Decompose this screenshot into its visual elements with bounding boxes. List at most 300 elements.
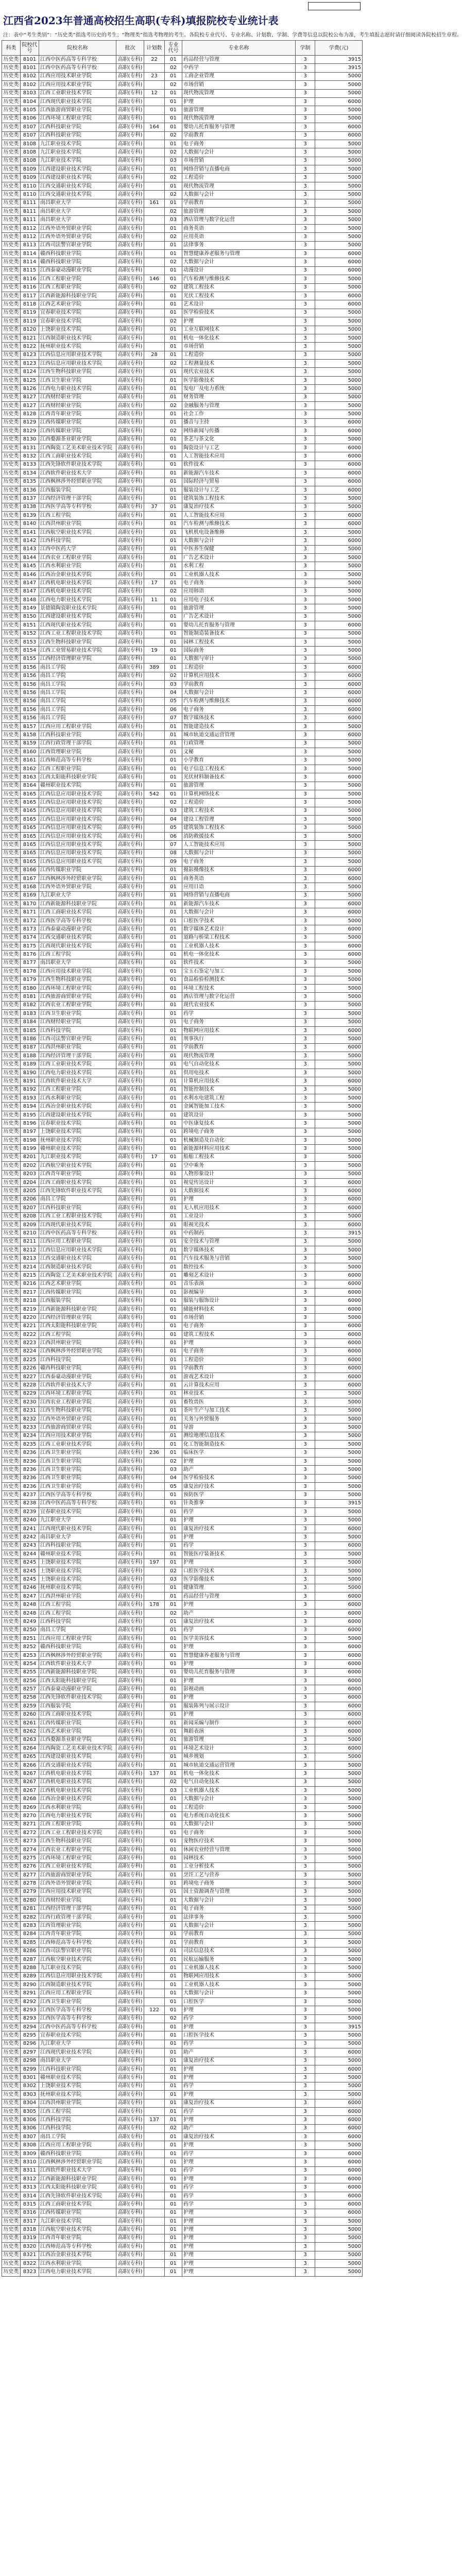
cell-school-code: 8262: [21, 1727, 39, 1736]
cell-batch: 高职(专科): [116, 1010, 144, 1018]
cell-major-code: 01: [165, 435, 182, 444]
cell-school-code: 8272: [21, 1829, 39, 1837]
cell-school-name: 江西先锋软件职业技术学院: [39, 2192, 116, 2200]
cell-school-code: 8102: [21, 81, 39, 89]
table-row: [2, 351, 363, 359]
cell-major-name: 人工智能技术应用: [182, 512, 296, 520]
cell-school-name: 江西应用技术职业学院: [39, 81, 116, 89]
cell-batch: 高职(专科): [116, 528, 144, 536]
cell-batch: 高职(专科): [116, 2217, 144, 2226]
cell-category: 历史类: [2, 1930, 21, 1938]
cell-major-name: 行政管理: [182, 739, 296, 748]
cell-school-name: 江西现代职业技术学院: [39, 97, 116, 106]
cell-batch: 高职(专科): [116, 1879, 144, 1888]
cell-plan-count: [144, 495, 165, 503]
cell-school-code: 8112: [21, 233, 39, 241]
cell-school-code: 8275: [21, 1854, 39, 1862]
cell-category: 历史类: [2, 1339, 21, 1347]
cell-plan-count: [144, 452, 165, 461]
cell-school-name: 九江职业大学: [39, 1516, 116, 1524]
cell-major-name: 计算机网络技术: [182, 790, 296, 798]
cell-school-name: 江西电力职业技术学院: [39, 1069, 116, 1077]
cell-tuition: 6000: [315, 266, 363, 275]
cell-duration: 3: [296, 1314, 315, 1322]
cell-duration: 3: [296, 858, 315, 866]
cell-plan-count: [144, 528, 165, 536]
cell-tuition: 6000: [315, 292, 363, 300]
cell-school-code: 8232: [21, 1415, 39, 1423]
cell-school-code: 8194: [21, 1103, 39, 1111]
cell-category: 历史类: [2, 1035, 21, 1043]
cell-tuition: 5000: [315, 1491, 363, 1499]
table-row: [2, 1297, 363, 1305]
cell-batch: 高职(专科): [116, 2057, 144, 2065]
cell-category: 历史类: [2, 1432, 21, 1440]
cell-major-name: 宝玉石鉴定与加工: [182, 968, 296, 976]
cell-school-code: 8323: [21, 2268, 39, 2276]
cell-school-code: 8285: [21, 1939, 39, 1947]
cell-tuition: 3915: [315, 2023, 363, 2031]
cell-plan-count: [144, 233, 165, 241]
cell-plan-count: [144, 782, 165, 790]
cell-duration: 3: [296, 1280, 315, 1288]
cell-major-code: 01: [165, 1837, 182, 1845]
cell-plan-count: [144, 1947, 165, 1955]
cell-major-name: 医学检验技术: [182, 309, 296, 317]
cell-tuition: 6000: [315, 1043, 363, 1052]
cell-duration: 3: [296, 444, 315, 452]
cell-school-code: 8245: [21, 1575, 39, 1584]
table-row: [2, 1043, 363, 1052]
cell-school-code: 8136: [21, 486, 39, 494]
cell-category: 历史类: [2, 317, 21, 326]
cell-duration: 3: [296, 680, 315, 688]
cell-major-name: 影视编导: [182, 1289, 296, 1297]
cell-duration: 3: [296, 2166, 315, 2175]
cell-major-name: 建筑装饰工程技术: [182, 824, 296, 832]
cell-major-name: 舞蹈表演: [182, 1727, 296, 1736]
data-table: [2, 40, 363, 2277]
cell-major-code: 01: [165, 731, 182, 739]
cell-category: 历史类: [2, 1862, 21, 1871]
cell-school-code: 8173: [21, 925, 39, 934]
cell-duration: 3: [296, 2259, 315, 2267]
cell-school-name: 江西科技职业学院: [39, 1204, 116, 1212]
cell-batch: 高职(专科): [116, 351, 144, 359]
cell-major-code: 04: [165, 816, 182, 824]
cell-batch: 高职(专科): [116, 2031, 144, 2040]
cell-duration: 3: [296, 739, 315, 748]
cell-school-name: 江西农业工程职业学院: [39, 554, 116, 562]
cell-school-code: 8182: [21, 1001, 39, 1009]
cell-school-code: 8156: [21, 714, 39, 722]
cell-major-code: 01: [165, 97, 182, 106]
cell-major-code: 01: [165, 1888, 182, 1896]
cell-batch: 高职(专科): [116, 1035, 144, 1043]
table-row: [2, 587, 363, 596]
cell-tuition: 5000: [315, 562, 363, 570]
cell-plan-count: [144, 1685, 165, 1693]
cell-category: 历史类: [2, 486, 21, 494]
cell-major-code: 01: [165, 469, 182, 478]
cell-tuition: 5000: [315, 1888, 363, 1896]
cell-school-code: 8236: [21, 1449, 39, 1457]
cell-duration: 3: [296, 1744, 315, 1753]
cell-major-name: 跨境电子商务: [182, 1128, 296, 1136]
cell-tuition: 5000: [315, 157, 363, 165]
cell-duration: 3: [296, 1964, 315, 1972]
cell-batch: 高职(专科): [116, 968, 144, 976]
cell-batch: 高职(专科): [116, 1930, 144, 1938]
cell-school-name: 江西中医药高等专科学校: [39, 1499, 116, 1507]
cell-plan-count: [144, 385, 165, 393]
cell-major-code: 01: [165, 925, 182, 934]
cell-category: 历史类: [2, 900, 21, 908]
cell-school-code: 8204: [21, 1178, 39, 1187]
cell-major-code: 02: [165, 81, 182, 89]
cell-major-name: 发电厂及电力系统: [182, 385, 296, 393]
cell-school-code: 8267: [21, 1787, 39, 1795]
cell-tuition: 5000: [315, 587, 363, 596]
cell-school-code: 8302: [21, 2082, 39, 2090]
cell-batch: 高职(专科): [116, 520, 144, 528]
cell-major-code: 01: [165, 900, 182, 908]
cell-duration: 3: [296, 1896, 315, 1905]
cell-major-code: 01: [165, 1550, 182, 1558]
cell-major-code: 01: [165, 2074, 182, 2082]
cell-duration: 3: [296, 148, 315, 157]
cell-tuition: 5000: [315, 655, 363, 663]
cell-major-name: 大数据与会计: [182, 689, 296, 697]
cell-plan-count: [144, 714, 165, 722]
table-row: [2, 2209, 363, 2217]
table-row: [2, 2158, 363, 2166]
cell-plan-count: [144, 934, 165, 942]
table-row: [2, 2040, 363, 2048]
cell-major-code: 01: [165, 478, 182, 486]
cell-major-name: 护理: [182, 2065, 296, 2073]
cell-tuition: 5000: [315, 841, 363, 849]
cell-batch: 高职(专科): [116, 410, 144, 418]
table-row: [2, 1466, 363, 1474]
cell-duration: 3: [296, 1330, 315, 1338]
cell-major-name: 飞机机电设备维修: [182, 528, 296, 536]
cell-plan-count: [144, 1609, 165, 1617]
cell-tuition: 5000: [315, 545, 363, 553]
cell-batch: 高职(专科): [116, 452, 144, 461]
cell-batch: 高职(专科): [116, 1913, 144, 1921]
table-row: [2, 114, 363, 123]
cell-duration: 3: [296, 613, 315, 621]
cell-school-code: 8316: [21, 2209, 39, 2217]
cell-duration: 3: [296, 418, 315, 427]
cell-major-code: 01: [165, 604, 182, 613]
cell-duration: 3: [296, 1086, 315, 1094]
cell-tuition: 5000: [315, 283, 363, 292]
cell-category: 历史类: [2, 106, 21, 114]
cell-plan-count: [144, 486, 165, 494]
cell-plan-count: [144, 1356, 165, 1364]
cell-category: 历史类: [2, 1204, 21, 1212]
cell-duration: 3: [296, 1440, 315, 1449]
cell-major-name: 关务与外贸服务: [182, 1415, 296, 1423]
cell-plan-count: [144, 1727, 165, 1736]
cell-duration: 3: [296, 1381, 315, 1389]
cell-school-name: 江西卫生职业学院: [39, 1010, 116, 1018]
cell-major-name: 园林技术: [182, 1854, 296, 1862]
cell-school-code: 8116: [21, 275, 39, 283]
cell-plan-count: [144, 1871, 165, 1879]
table-row: [2, 672, 363, 680]
cell-school-name: 江西太阳能科技职业学院: [39, 1677, 116, 1685]
cell-plan-count: [144, 2107, 165, 2115]
cell-tuition: 6000: [315, 1524, 363, 1533]
cell-tuition: 5000: [315, 2217, 363, 2226]
cell-school-code: 8278: [21, 1879, 39, 1888]
cell-tuition: 6000: [315, 1660, 363, 1668]
cell-tuition: 6000: [315, 1744, 363, 1753]
table-row: [2, 942, 363, 951]
cell-school-name: 九江职业技术学院: [39, 1153, 116, 1161]
cell-duration: 3: [296, 1888, 315, 1896]
cell-batch: 高职(专科): [116, 131, 144, 140]
cell-school-name: 江西经济管理职业学院: [39, 655, 116, 663]
cell-tuition: 6000: [315, 1592, 363, 1601]
cell-batch: 高职(专科): [116, 1001, 144, 1009]
table-row: [2, 1162, 363, 1170]
cell-category: 历史类: [2, 1888, 21, 1896]
cell-batch: 高职(专科): [116, 317, 144, 326]
cell-plan-count: [144, 706, 165, 714]
cell-plan-count: [144, 1491, 165, 1499]
cell-category: 历史类: [2, 1364, 21, 1372]
cell-tuition: 5000: [315, 1137, 363, 1145]
cell-duration: 3: [296, 1466, 315, 1474]
cell-plan-count: [144, 1145, 165, 1153]
cell-category: 历史类: [2, 706, 21, 714]
cell-tuition: 5000: [315, 816, 363, 824]
cell-major-code: 03: [165, 680, 182, 688]
cell-major-code: 06: [165, 706, 182, 714]
cell-category: 历史类: [2, 64, 21, 72]
table-row: [2, 1389, 363, 1398]
cell-duration: 3: [296, 1719, 315, 1727]
cell-batch: 高职(专科): [116, 1702, 144, 1710]
cell-tuition: 5000: [315, 1170, 363, 1178]
cell-major-name: 康复治疗技术: [182, 2057, 296, 2065]
cell-category: 历史类: [2, 1550, 21, 1558]
cell-batch: 高职(专科): [116, 2099, 144, 2107]
cell-duration: 3: [296, 959, 315, 967]
cell-major-code: 01: [165, 2166, 182, 2175]
table-row: [2, 1702, 363, 1710]
cell-batch: 高职(专科): [116, 790, 144, 798]
cell-major-name: 城乡规划: [182, 1753, 296, 1761]
cell-duration: 3: [296, 1120, 315, 1128]
cell-duration: 3: [296, 1677, 315, 1685]
cell-school-code: 8295: [21, 2031, 39, 2040]
table-row: [2, 1693, 363, 1702]
cell-category: 历史类: [2, 2158, 21, 2166]
table-row: [2, 1533, 363, 1541]
table-row: [2, 1955, 363, 1963]
cell-batch: 高职(专科): [116, 1668, 144, 1676]
cell-duration: 3: [296, 512, 315, 520]
cell-tuition: 5000: [315, 1069, 363, 1077]
cell-major-code: 01: [165, 334, 182, 342]
cell-major-name: 工业机器人技术: [182, 570, 296, 579]
cell-plan-count: [144, 1178, 165, 1187]
cell-batch: 高职(专科): [116, 2175, 144, 2183]
cell-plan-count: [144, 216, 165, 224]
cell-category: 历史类: [2, 1702, 21, 1710]
cell-category: 历史类: [2, 1229, 21, 1238]
cell-category: 历史类: [2, 1111, 21, 1119]
cell-major-code: 01: [165, 570, 182, 579]
cell-batch: 高职(专科): [116, 427, 144, 435]
cell-school-name: 江西科技学院: [39, 1026, 116, 1035]
cell-tuition: 5000: [315, 393, 363, 401]
cell-school-name: 江西科技职业学院: [39, 123, 116, 131]
cell-category: 历史类: [2, 2149, 21, 2158]
cell-school-code: 8140: [21, 520, 39, 528]
cell-category: 历史类: [2, 1567, 21, 1575]
cell-major-code: 01: [165, 1727, 182, 1736]
table-row: [2, 664, 363, 672]
cell-major-name: 药学: [182, 1626, 296, 1634]
cell-category: 历史类: [2, 1812, 21, 1820]
cell-duration: 3: [296, 72, 315, 80]
cell-school-name: 江西应用工程职业学院: [39, 1635, 116, 1643]
cell-batch: 高职(专科): [116, 1955, 144, 1963]
cell-duration: 3: [296, 1026, 315, 1035]
cell-school-name: 江西软件职业技术大学: [39, 1077, 116, 1086]
cell-school-name: 抚州职业技术学院: [39, 343, 116, 351]
cell-category: 历史类: [2, 1719, 21, 1727]
cell-category: 历史类: [2, 731, 21, 739]
cell-major-code: 02: [165, 64, 182, 72]
cell-plan-count: [144, 1896, 165, 1905]
cell-school-name: 南昌职业大学: [39, 216, 116, 224]
cell-batch: 高职(专科): [116, 1845, 144, 1854]
cell-category: 历史类: [2, 545, 21, 553]
cell-tuition: 5000: [315, 1457, 363, 1465]
cell-duration: 3: [296, 1820, 315, 1828]
cell-tuition: 5000: [315, 1575, 363, 1584]
cell-category: 历史类: [2, 1964, 21, 1972]
table-row: [2, 1415, 363, 1423]
cell-duration: 3: [296, 528, 315, 536]
cell-category: 历史类: [2, 647, 21, 655]
cell-major-code: 01: [165, 655, 182, 663]
table-row: [2, 2183, 363, 2192]
cell-batch: 高职(专科): [116, 266, 144, 275]
table-row: [2, 1626, 363, 1634]
cell-tuition: 5000: [315, 1862, 363, 1871]
cell-major-code: 08: [165, 849, 182, 857]
cell-category: 历史类: [2, 942, 21, 951]
cell-school-code: 8246: [21, 1584, 39, 1592]
cell-school-code: 8206: [21, 1195, 39, 1204]
cell-major-name: 护理: [182, 317, 296, 326]
cell-category: 历史类: [2, 1609, 21, 1617]
table-row: [2, 461, 363, 469]
cell-plan-count: [144, 1635, 165, 1643]
cell-school-code: 8131: [21, 444, 39, 452]
cell-school-code: 8111: [21, 216, 39, 224]
cell-school-code: 8257: [21, 1685, 39, 1693]
cell-school-code: 8192: [21, 1086, 39, 1094]
cell-batch: 高职(专科): [116, 2209, 144, 2217]
table-row: [2, 2234, 363, 2242]
cell-batch: 高职(专科): [116, 1195, 144, 1204]
cell-batch: 高职(专科): [116, 1550, 144, 1558]
cell-duration: 3: [296, 351, 315, 359]
cell-school-name: 江西先锋软件职业技术学院: [39, 461, 116, 469]
table-row: [2, 520, 363, 528]
cell-plan-count: [144, 959, 165, 967]
cell-major-name: 电气自动化技术: [182, 1060, 296, 1069]
table-row: [2, 1339, 363, 1347]
cell-batch: 高职(专科): [116, 1896, 144, 1905]
cell-major-name: 光伏材料制备技术: [182, 773, 296, 782]
table-row: [2, 1263, 363, 1271]
cell-school-name: 江西交通职业技术学院: [39, 182, 116, 190]
cell-category: 历史类: [2, 1398, 21, 1406]
cell-major-name: 大数据与会计: [182, 908, 296, 917]
cell-major-code: 01: [165, 739, 182, 748]
cell-major-code: 02: [165, 402, 182, 410]
cell-major-name: 中药学: [182, 64, 296, 72]
cell-school-code: 8111: [21, 208, 39, 216]
cell-category: 历史类: [2, 1618, 21, 1626]
table-row: [2, 1939, 363, 1947]
table-row: [2, 765, 363, 773]
cell-tuition: 5000: [315, 2057, 363, 2065]
cell-school-code: 8283: [21, 1922, 39, 1930]
cell-batch: 高职(专科): [116, 2226, 144, 2234]
cell-school-name: 江西婺源茶业职业学院: [39, 1736, 116, 1744]
cell-tuition: 5000: [315, 1314, 363, 1322]
table-row: [2, 241, 363, 249]
cell-duration: 3: [296, 241, 315, 249]
cell-category: 历史类: [2, 1541, 21, 1550]
cell-tuition: 5000: [315, 89, 363, 97]
cell-school-code: 8155: [21, 655, 39, 663]
cell-school-code: 8225: [21, 1356, 39, 1364]
table-header-row: [2, 41, 363, 56]
cell-school-name: 江西旅游商贸职业学院: [39, 993, 116, 1001]
cell-major-name: 工程造价: [182, 351, 296, 359]
cell-category: 历史类: [2, 1981, 21, 1989]
cell-major-code: 01: [165, 2031, 182, 2040]
cell-tuition: 5000: [315, 148, 363, 157]
cell-major-name: 空中乘务: [182, 1162, 296, 1170]
cell-major-code: 01: [165, 1364, 182, 1372]
cell-duration: 3: [296, 748, 315, 756]
cell-duration: 3: [296, 1094, 315, 1103]
table-row: [2, 1474, 363, 1482]
cell-tuition: 6000: [315, 1280, 363, 1288]
cell-tuition: 5000: [315, 1153, 363, 1161]
cell-major-name: 储能材料技术: [182, 1305, 296, 1313]
table-row: [2, 360, 363, 368]
cell-major-name: 药学: [182, 2082, 296, 2090]
cell-major-code: 01: [165, 444, 182, 452]
cell-plan-count: [144, 1550, 165, 1558]
cell-school-name: 江西机电职业技术学院: [39, 1787, 116, 1795]
cell-school-code: 8212: [21, 1246, 39, 1255]
